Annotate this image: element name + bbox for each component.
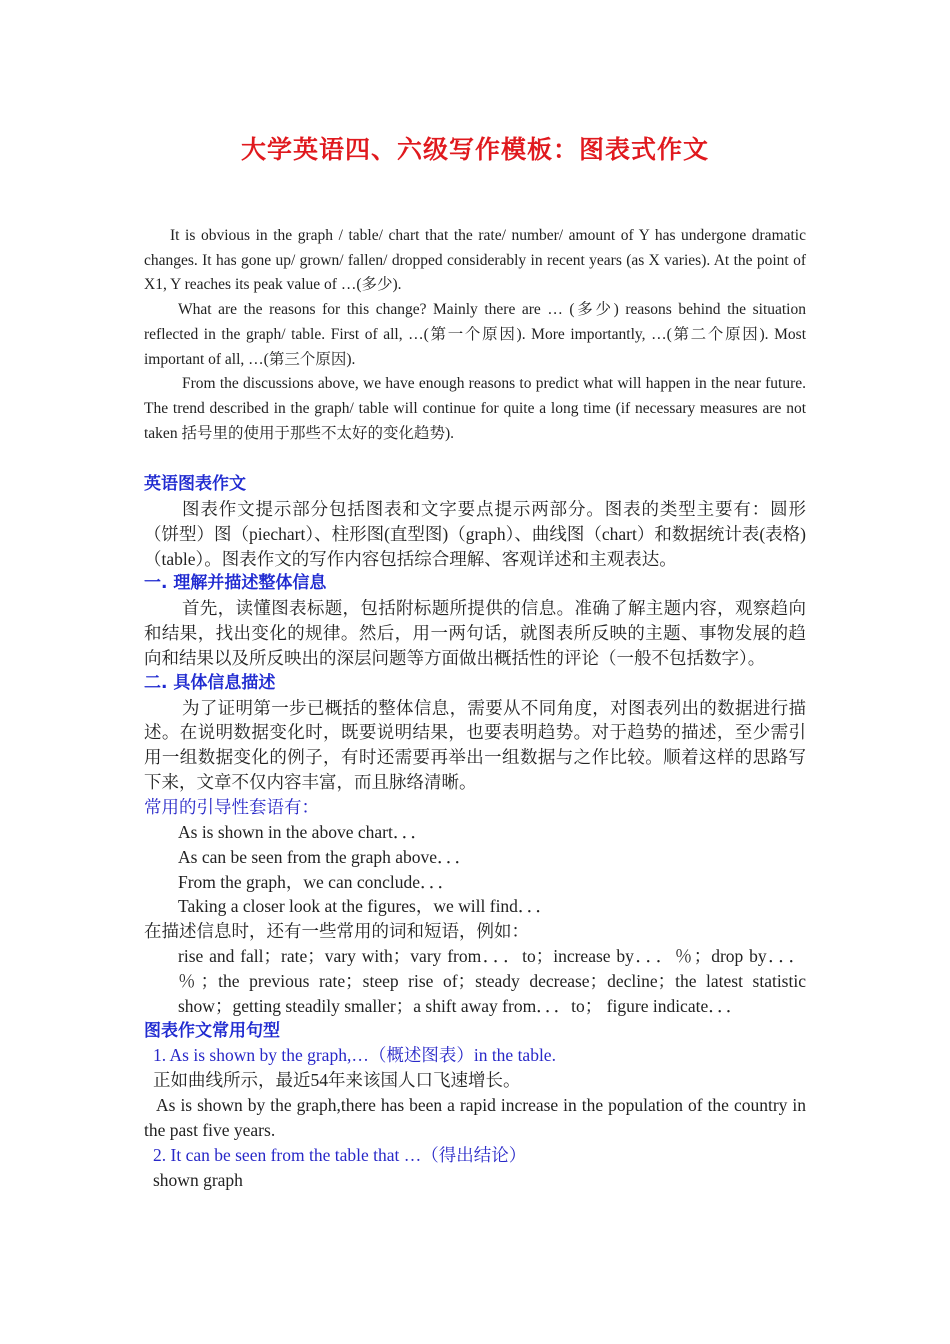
lead-phrase: From the graph，we can conclude．．． xyxy=(178,871,456,892)
paragraph-1: 首先，读懂图表标题，包括附标题所提供的信息。准确了解主题内容，观察趋向和结果，找出变化的规律。然后，用一两句话，就图表所反映的主题、事物发展的趋向和结果以及所反映出的深层问题等方面做出概括性的评论（一般不包括数字）。 xyxy=(144,598,806,668)
chart-essay-section xyxy=(144,472,806,1192)
lead-phrase: Taking a closer look at the figures，we will find．．． xyxy=(178,896,553,917)
intro-paragraph-3: From the discussions above, we have enough reasons to predict what will happen in the near future. The trend described in the graph/ table will continue for quite a long time (if necessary measures are not taken 括号里的使用于那些不太好的变化趋势). xyxy=(144,375,806,442)
section-heading: 英语图表作文 xyxy=(144,474,246,494)
lead-phrases-heading: 常用的引导性套语有： xyxy=(144,796,319,817)
heading-1: 一. 理解并描述整体信息 xyxy=(144,573,327,594)
section-paragraph: 图表作文提示部分包括图表和文字要点提示两部分。图表的类型主要有：圆形（饼型）图（piechart）、柱形图(直型图)（graph）、曲线图（chart）和数据统计表(表格)（table）。图表作文的写作内容包括综合理解、客观详述和主观表达。 xyxy=(144,498,806,569)
example-1-english: As is shown by the graph,there has been a rapid increase in the population of the country in the past five years. xyxy=(144,1095,806,1140)
paragraph-2: 为了证明第一步已概括的整体信息，需要从不同角度，对图表列出的数据进行描述。在说明数据变化时，既要说明结果，也要表明趋势。对于趋势的描述，至少需引用一组数据变化的例子，有时还需要再举出一组数据与之作比较。顺着这样的思路写下来，文章不仅内容丰富，而且脉络清晰。 xyxy=(144,697,806,793)
example-1-label: 1. As is shown by the graph,…（概述图表）in the table. xyxy=(153,1045,556,1066)
lead-phrase: As can be seen from the graph above．．． xyxy=(178,846,472,867)
words-list: rise and fall；rate；vary with；vary from．．．to；increase by．．．％；drop by．．．％；the previous rate；steep rise of；steady decrease；decline；the latest statistic show；getting steadily smaller；a shift away from．．．to； figure indicate．．． xyxy=(178,946,806,1016)
example-2-label: 2. It can be seen from the table that …（得出结论） xyxy=(153,1144,527,1165)
intro-paragraph-1: It is obvious in the graph / table/ chart that the rate/ number/ amount of Y has undergone dramatic changes. It has gone up/ grown/ fallen/ dropped considerably in recent years (as X varies). At the point of X1, Y reaches its peak value of …(多少). xyxy=(144,227,806,294)
patterns-heading: 图表作文常用句型 xyxy=(144,1020,280,1041)
page-title: 大学英语四、六级写作模板：图表式作文 xyxy=(240,135,709,164)
example-1-chinese: 正如曲线所示，最近54年来该国人口飞速增长。 xyxy=(153,1070,521,1091)
template-intro xyxy=(144,224,806,446)
heading-2: 二. 具体信息描述 xyxy=(144,672,276,693)
lead-phrase: As is shown in the above chart．．． xyxy=(178,821,428,842)
example-2-note: shown graph xyxy=(153,1169,243,1190)
intro-paragraph-2: What are the reasons for this change? Mainly there are … (多少) reasons behind the situation reflected in the graph/ table. First of all, …(第一个原因). More importantly, …(第二个原因). Most important of all, …(第三个原因). xyxy=(144,301,806,368)
words-heading: 在描述信息时，还有一些常用的词和短语，例如： xyxy=(144,921,529,942)
